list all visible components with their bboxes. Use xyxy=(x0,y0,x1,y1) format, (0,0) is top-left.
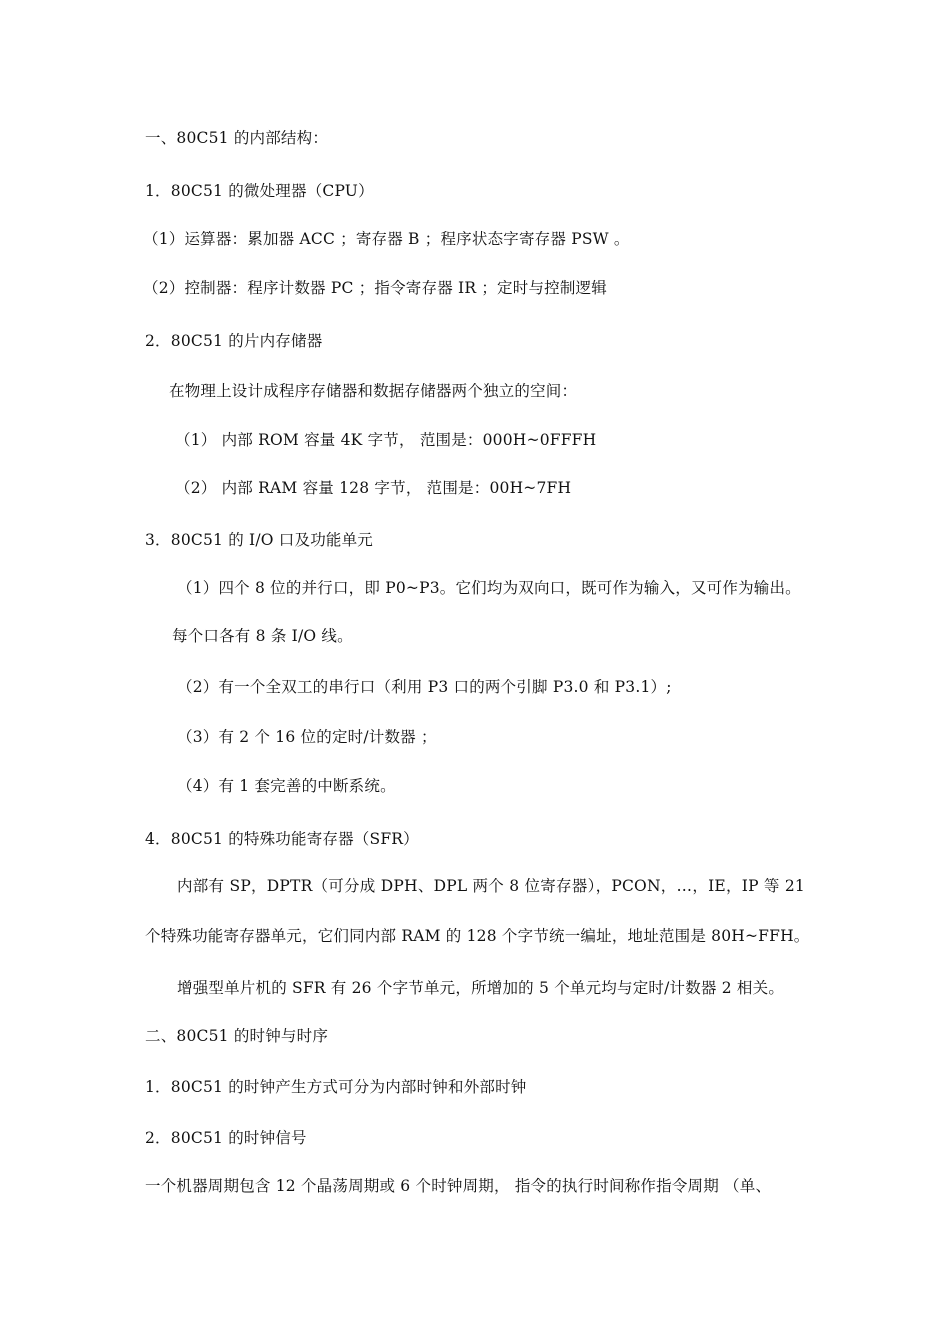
text-line-alu: （1）运算器：累加器 ACC ；寄存器 B ；程序状态字寄存器 PSW 。 xyxy=(143,230,630,248)
text-line-controller: （2）控制器：程序计数器 PC ；指令寄存器 IR ；定时与控制逻辑 xyxy=(143,279,607,297)
subheading-sfr: 4．80C51 的特殊功能寄存器（SFR） xyxy=(145,830,419,848)
section-heading-internal-structure: 一、80C51 的内部结构： xyxy=(145,129,329,147)
text-line-ram: （2） 内部 RAM 容量 128 字节， 范围是：00H~7FH xyxy=(175,479,572,497)
text-line-memory-spaces: 在物理上设计成程序存储器和数据存储器两个独立的空间： xyxy=(169,382,578,400)
text-line-parallel-ports: （1）四个 8 位的并行口，即 P0~P3。它们均为双向口，既可作为输入，又可作为输出。 xyxy=(177,579,801,597)
subheading-io-ports: 3．80C51 的 I/O 口及功能单元 xyxy=(145,531,374,549)
text-line-io-lines: 每个口各有 8 条 I/O 线。 xyxy=(172,627,353,645)
subheading-cpu: 1．80C51 的微处理器（CPU） xyxy=(145,182,374,200)
text-line-machine-cycle: 一个机器周期包含 12 个晶荡周期或 6 个时钟周期， 指令的执行时间称作指令周期 （单、 xyxy=(145,1177,772,1195)
subheading-clock-generation: 1．80C51 的时钟产生方式可分为内部时钟和外部时钟 xyxy=(145,1078,527,1096)
text-line-sfr-addressing: 个特殊功能寄存器单元，它们同内部 RAM 的 128 个字节统一编址，地址范围是 80H~FFH。 xyxy=(145,927,810,945)
text-line-rom: （1） 内部 ROM 容量 4K 字节， 范围是：000H~0FFFH xyxy=(175,431,597,449)
text-line-sfr-registers: 内部有 SP，DPTR（可分成 DPH、DPL 两个 8 位寄存器），PCON，…，IE，IP 等 21 xyxy=(177,877,805,895)
text-line-interrupt-system: （4）有 1 套完善的中断系统。 xyxy=(177,777,396,795)
subheading-clock-signal: 2．80C51 的时钟信号 xyxy=(145,1129,307,1147)
subheading-on-chip-memory: 2．80C51 的片内存储器 xyxy=(145,332,323,350)
text-line-enhanced-sfr: 增强型单片机的 SFR 有 26 个字节单元，所增加的 5 个单元均与定时/计数器 2 相关。 xyxy=(177,979,785,997)
section-heading-clock-timing: 二、80C51 的时钟与时序 xyxy=(145,1027,329,1045)
text-line-serial-port: （2）有一个全双工的串行口（利用 P3 口的两个引脚 P3.0 和 P3.1）; xyxy=(177,678,672,696)
text-line-timers: （3）有 2 个 16 位的定时/计数器 ； xyxy=(177,728,437,746)
